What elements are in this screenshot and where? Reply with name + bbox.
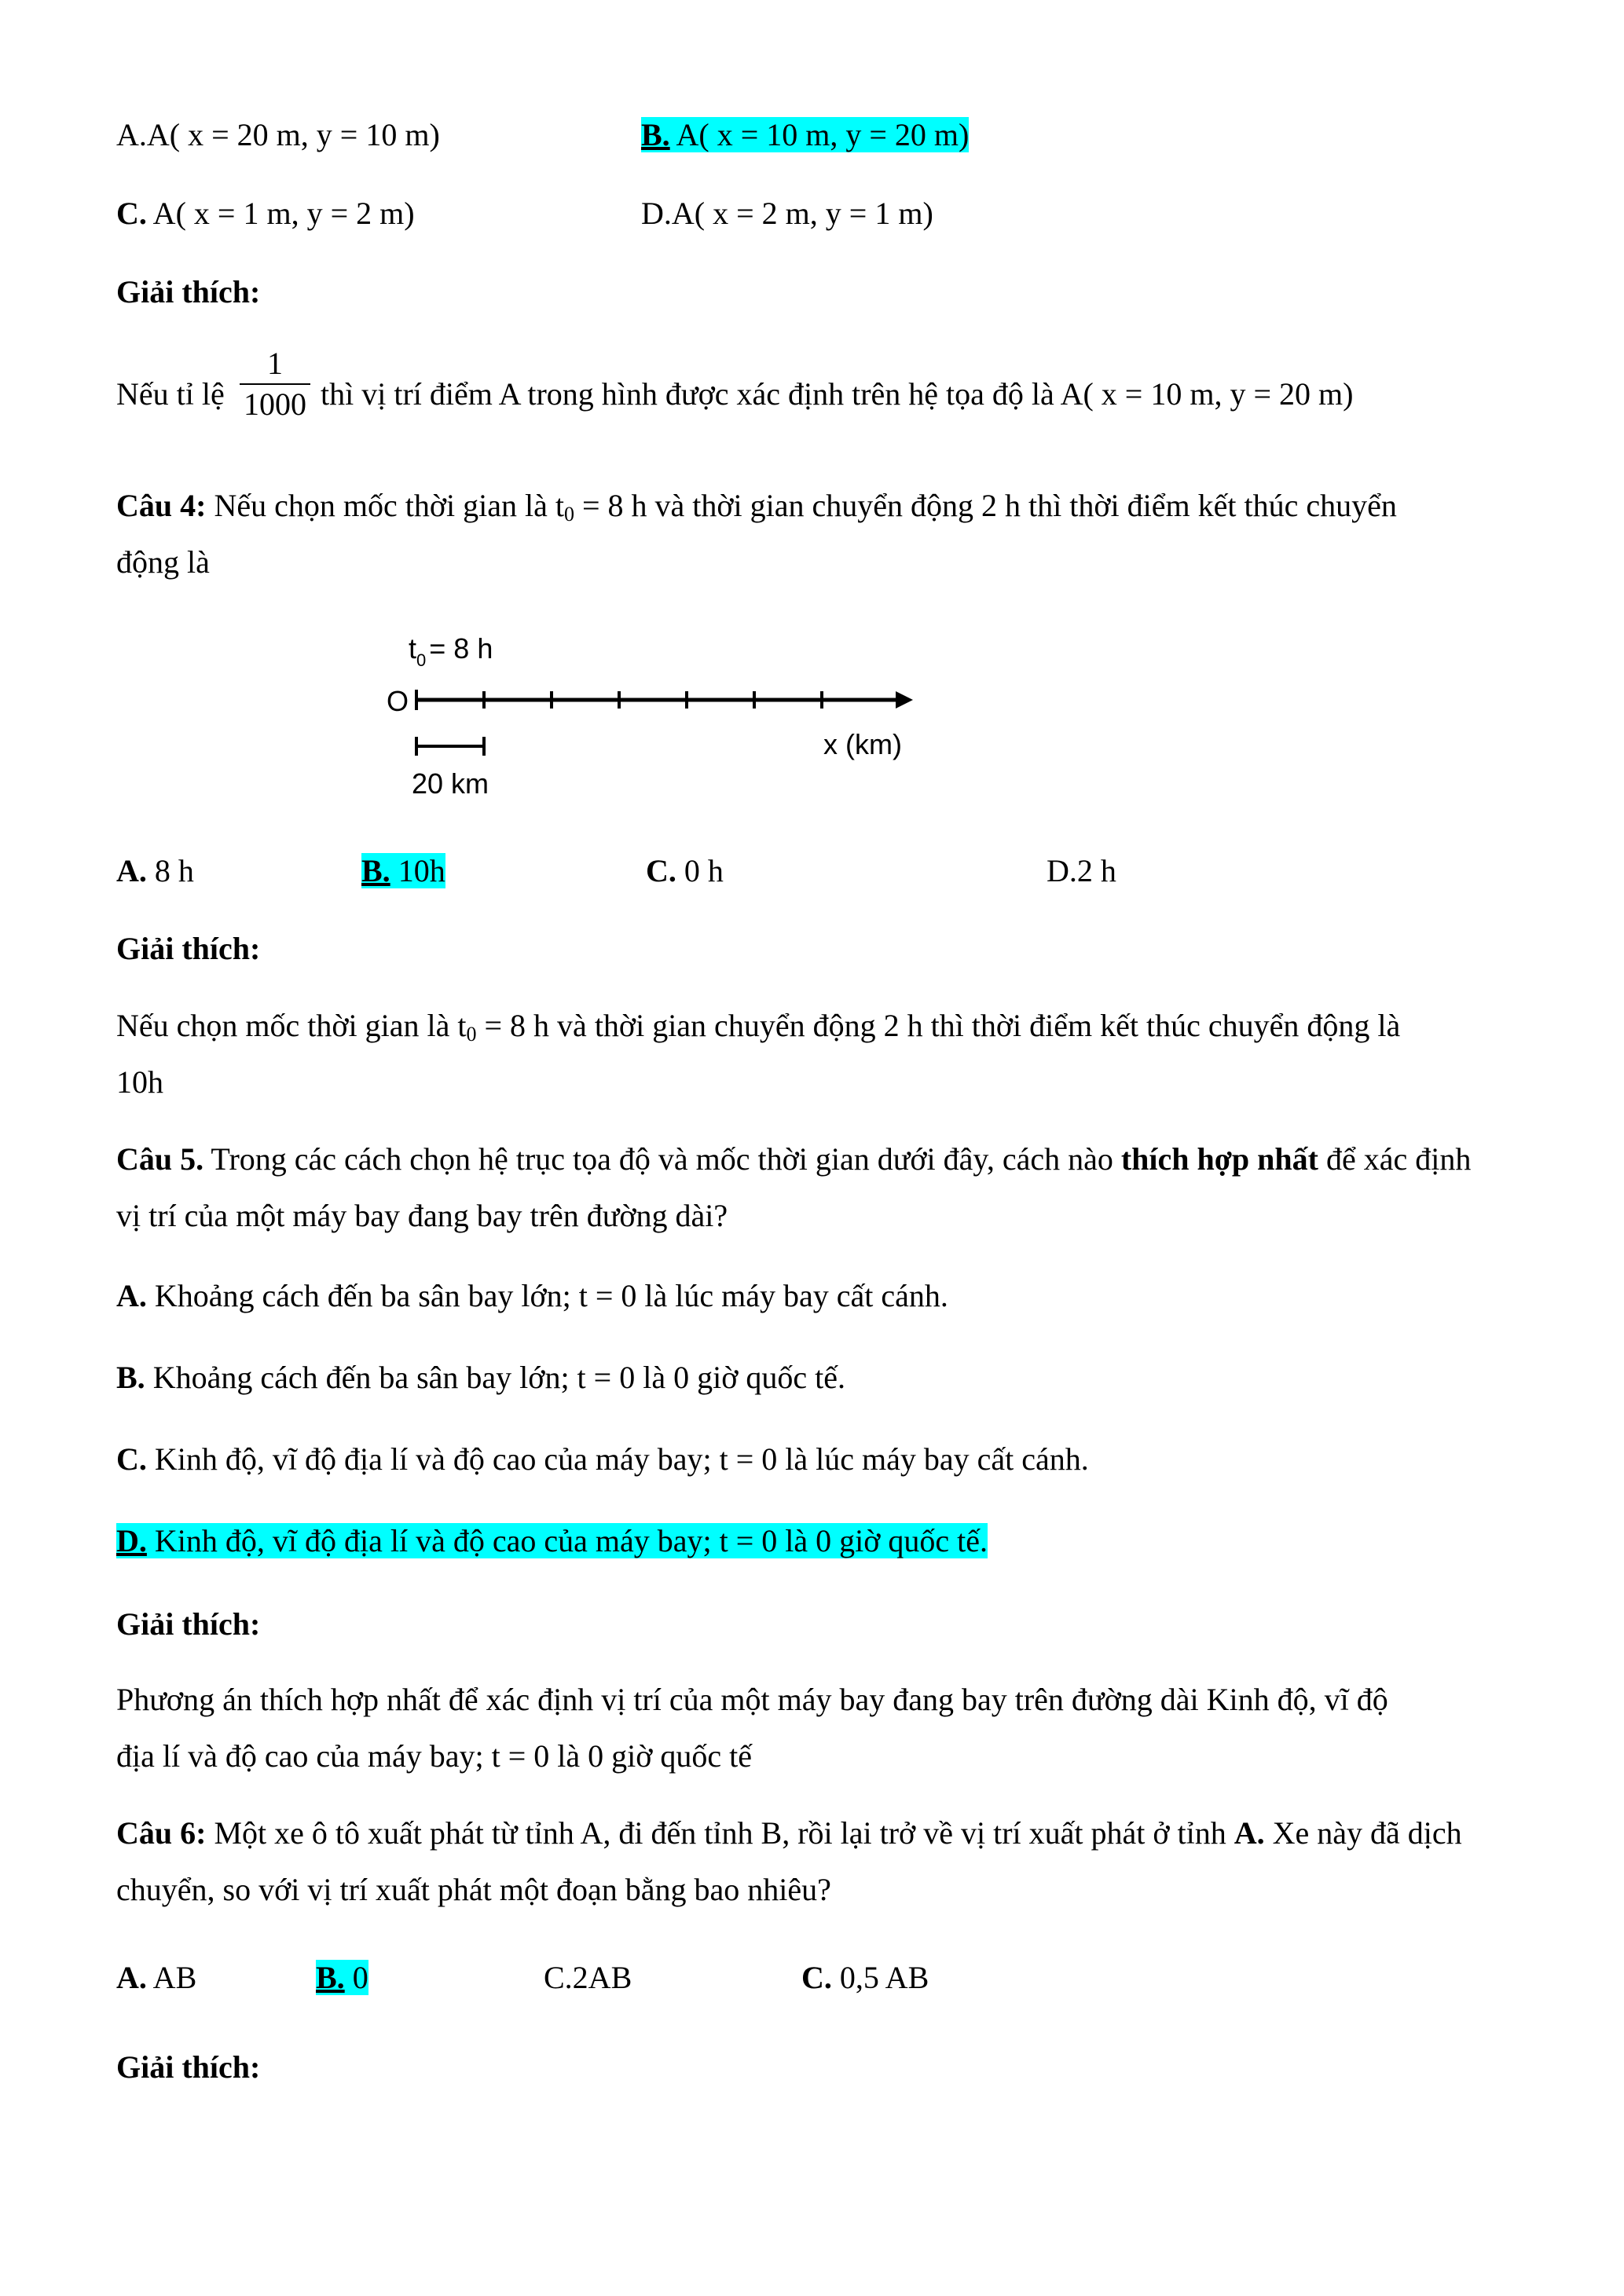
q4-explain-line2: 10h — [116, 1064, 163, 1100]
q6-question-line2: chuyển, so với vị trí xuất phát một đoạn bằng bao nhiêu? — [116, 1872, 831, 1907]
q5-option-a: A. Khoảng cách đến ba sân bay lớn; t = 0 là lúc máy bay cất cánh. — [116, 1278, 948, 1313]
q4-question-line2: động là — [116, 544, 210, 580]
q4-option-d: D.2 h — [1047, 853, 1116, 888]
scale-label: 20 km — [412, 767, 489, 800]
q6-option-a: A. AB — [116, 1960, 197, 1995]
origin-label: O — [387, 685, 409, 717]
q5-option-c: C. Kinh độ, vĩ độ địa lí và độ cao của máy bay; t = 0 là lúc máy bay cất cánh. — [116, 1441, 1089, 1477]
q5-option-b: B. Khoảng cách đến ba sân bay lớn; t = 0 là 0 giờ quốc tế. — [116, 1360, 845, 1395]
q6-option-d: C. 0,5 AB — [801, 1960, 929, 1995]
q3-explain-pre: Nếu tỉ lệ — [116, 376, 225, 412]
q6-option-b-correct: B. 0 — [316, 1960, 368, 1995]
q6-option-c: C.2AB — [544, 1960, 632, 1995]
q5-question-line1: Câu 5. Trong các cách chọn hệ trục tọa độ và mốc thời gian dưới đây, cách nào thích hợp nhất để xác định — [116, 1141, 1472, 1177]
q4-option-c: C. 0 h — [646, 853, 724, 888]
q3-option-d: D.A( x = 2 m, y = 1 m) — [641, 196, 933, 231]
q5-explain-line2: địa lí và độ cao của máy bay; t = 0 là 0 giờ quốc tế — [116, 1738, 753, 1774]
q3-explain-heading: Giải thích: — [116, 274, 261, 309]
q3-option-b-correct: B. A( x = 10 m, y = 20 m) — [641, 117, 970, 152]
axis-label: x (km) — [823, 728, 902, 760]
q3-option-c: C. A( x = 1 m, y = 2 m) — [116, 196, 415, 231]
scale-bar — [416, 737, 484, 756]
q4-option-a: A. 8 h — [116, 853, 194, 888]
q5-explain-line1: Phương án thích hợp nhất để xác định vị trí của một máy bay đang bay trên đường dài Kinh độ, vĩ độ — [116, 1682, 1388, 1717]
axis-arrow-icon — [896, 691, 913, 709]
q5-option-d-correct: D. Kinh độ, vĩ độ địa lí và độ cao của máy bay; t = 0 là 0 giờ quốc tế. — [116, 1523, 988, 1558]
q5-question-line2: vị trí của một máy bay đang bay trên đường dài? — [116, 1198, 728, 1233]
q3-option-a: A.A( x = 20 m, y = 10 m) — [116, 117, 440, 152]
q5-explain-heading: Giải thích: — [116, 1606, 261, 1642]
q6-explain-heading: Giải thích: — [116, 2049, 261, 2085]
t0-label: $t_0 = 8$ h — [409, 632, 493, 670]
q6-question-line1: Câu 6: Một xe ô tô xuất phát từ tỉnh A, đi đến tỉnh B, rồi lại trở về vị trí xuất phát ở tỉnh A. Xe này đã dịch — [116, 1815, 1462, 1851]
q4-question-line1: Câu 4: Nếu chọn mốc thời gian là $t_0 = 8$ h và thời gian chuyển động 2 h thì thời điểm kết thúc chuyển — [116, 488, 1397, 525]
time-axis-figure — [377, 628, 943, 817]
q4-explain-heading: Giải thích: — [116, 931, 261, 966]
ratio-fraction: 1 1000 — [240, 346, 310, 423]
q4-explain-line1: Nếu chọn mốc thời gian là $t_0 = 8$ h và thời gian chuyển động 2 h thì thời điểm kết thúc chuyển động là — [116, 1008, 1401, 1045]
q4-option-b-correct: B. 10h — [361, 853, 445, 888]
q3-explain-post: thì vị trí điểm A trong hình được xác định trên hệ tọa độ là A( x = 10 m, y = 20 m) — [321, 376, 1354, 412]
